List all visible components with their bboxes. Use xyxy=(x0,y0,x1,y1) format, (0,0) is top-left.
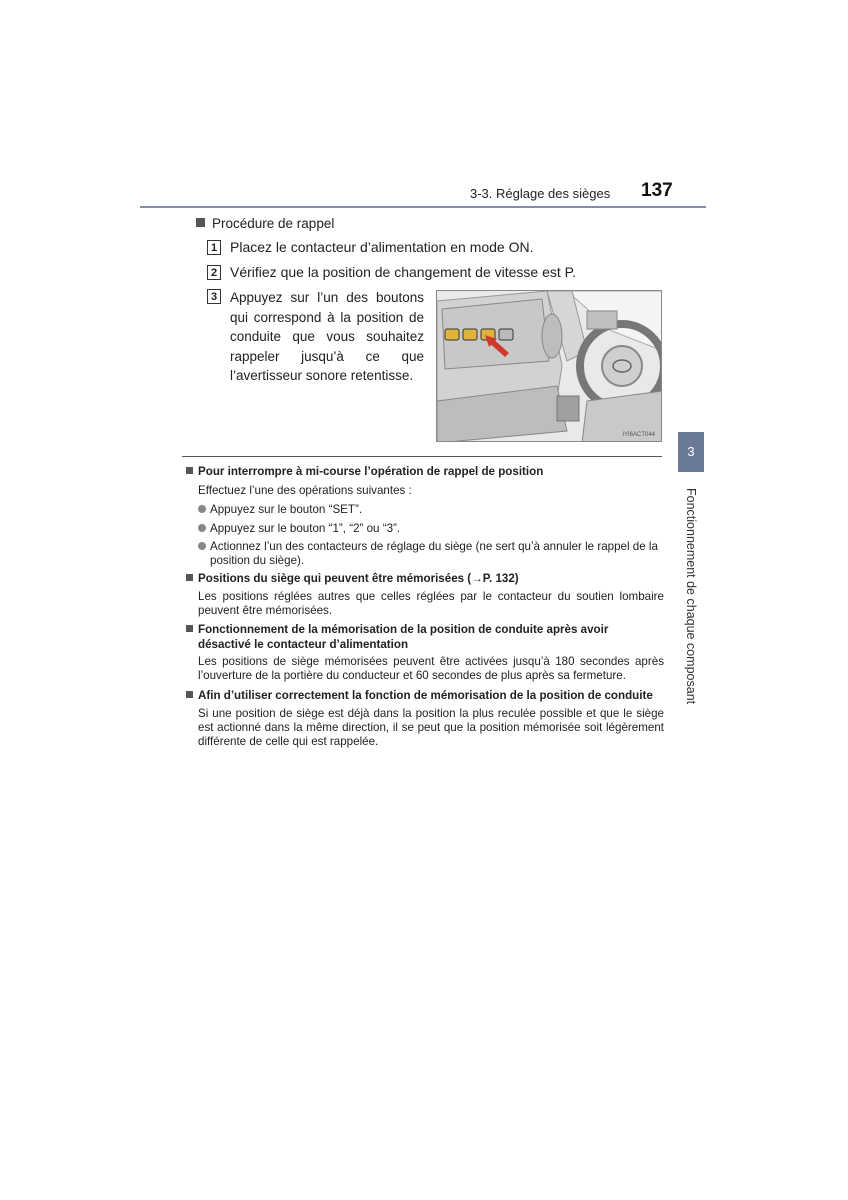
note-title-text: Positions du siège qui peuvent être mémorisées (→P. 132) xyxy=(198,572,519,585)
bullet-dot-icon xyxy=(198,542,206,550)
note-title xyxy=(186,622,664,652)
step-text: Placez le contacteur d’alimentation en mode ON. xyxy=(230,239,534,255)
bullet-dot-icon xyxy=(198,524,206,532)
step-text: Vérifiez que la position de changement de vitesse est P. xyxy=(230,264,577,280)
square-bullet-icon xyxy=(186,625,193,632)
note-memorizable-positions xyxy=(186,571,664,618)
procedure-title-text: Procédure de rappel xyxy=(212,216,335,231)
note-correct-use xyxy=(186,688,664,749)
note-title-text: Afin d’utiliser correctement la fonction de mémorisation de la position de conduite xyxy=(198,689,653,702)
list-item xyxy=(186,540,664,568)
square-bullet-icon xyxy=(186,574,193,581)
list-item xyxy=(186,521,664,537)
note-title xyxy=(186,688,664,704)
step-number: 3 xyxy=(207,289,221,304)
procedure-title xyxy=(196,216,334,231)
page-number: 137 xyxy=(641,180,673,201)
note-body: Si une position de siège est déjà dans la position la plus reculée possible et que le siège est actionné dans la même direction, il se peut que la position mémorisée soit légèrement différente de celle qui est rappelée. xyxy=(198,707,664,748)
note-body: Les positions de siège mémorisées peuvent être activées jusqu’à 180 secondes après l’ouverture de la portière du conducteur et 60 secondes de plus après sa fermeture. xyxy=(198,655,664,682)
driver-door-memory-buttons-illustration xyxy=(436,290,662,442)
section-header: 3-3. Réglage des sièges xyxy=(470,186,611,201)
note-body: Effectuez l’une des opérations suivantes : xyxy=(198,484,412,497)
step-number: 2 xyxy=(207,265,221,280)
chapter-title-vertical: Fonctionnement de chaque composant xyxy=(684,488,698,705)
list-item-text: Appuyez sur le bouton “SET”. xyxy=(210,503,363,516)
bullet-dot-icon xyxy=(198,505,206,513)
header-divider xyxy=(140,206,706,208)
list-item-text: Actionnez l’un des contacteurs de réglage du siège (ne sert qu’à annuler le rappel de la position du siège). xyxy=(210,540,658,567)
list-item-text: Appuyez sur le bouton “1”, “2” ou “3”. xyxy=(210,522,401,535)
note-title xyxy=(186,464,664,480)
note-memory-after-power-off xyxy=(186,622,664,683)
figure-code: IYI6ACT044 xyxy=(622,432,655,438)
notes-divider xyxy=(182,456,662,457)
list-item xyxy=(186,502,664,518)
step-number: 1 xyxy=(207,240,221,255)
square-bullet-icon xyxy=(186,691,193,698)
note-interrupt-recall xyxy=(186,464,664,568)
car-interior-drawing xyxy=(437,291,662,442)
note-title-text: Fonctionnement de la mémorisation de la position de conduite après avoir désactivé le contacteur d’alimentation xyxy=(198,623,609,651)
square-bullet-icon xyxy=(186,467,193,474)
chapter-tab: 3 xyxy=(678,432,704,472)
note-body: Les positions réglées autres que celles réglées par le contacteur du soutien lombaire peuvent être mémorisées. xyxy=(198,590,664,617)
note-title-text: Pour interrompre à mi-course l’opération de rappel de position xyxy=(198,465,544,478)
square-bullet-icon xyxy=(196,218,205,227)
note-title xyxy=(186,571,664,587)
step-3-text: Appuyez sur l’un des boutons qui correspond à la position de conduite que vous souhaitez rappeler jusqu’à ce que l’avertisseur sonore retentisse. xyxy=(230,290,424,383)
